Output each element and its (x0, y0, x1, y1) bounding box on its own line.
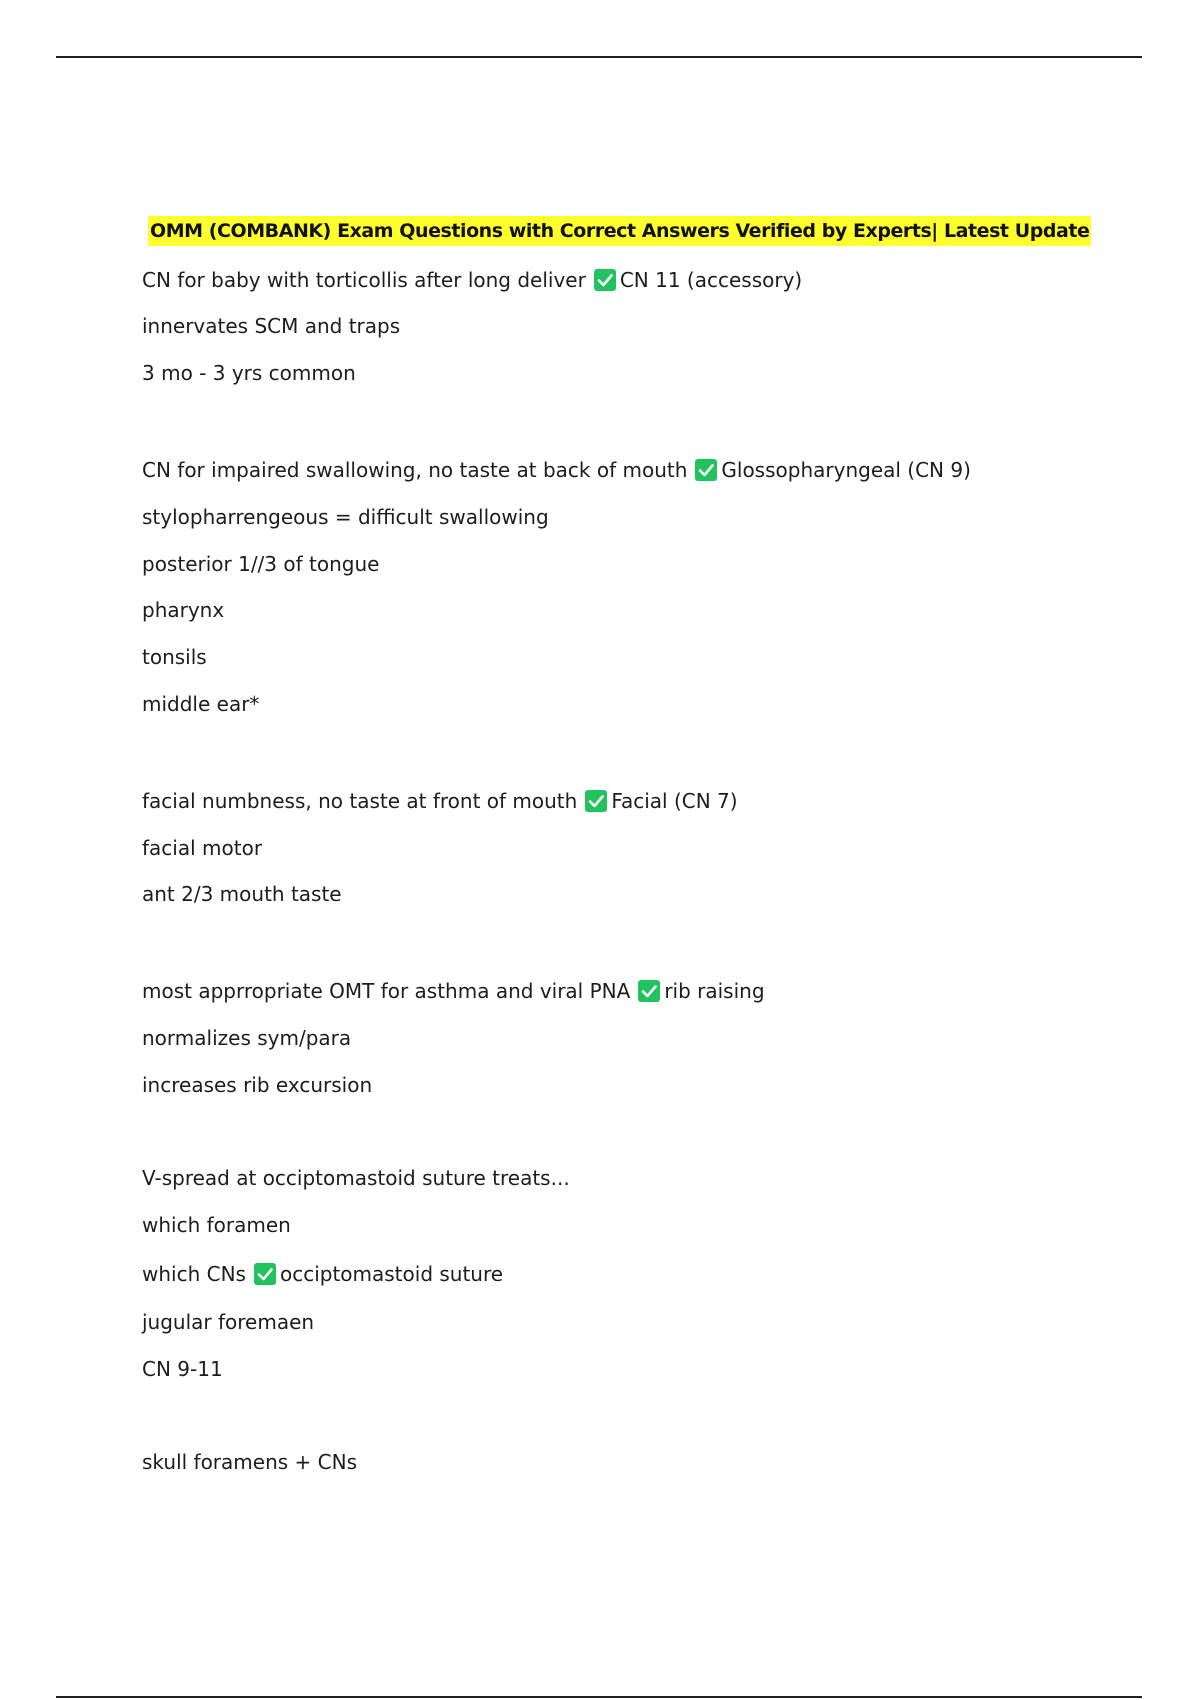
answer-text: occiptomastoid suture (279, 1262, 504, 1286)
title-container (148, 216, 1090, 246)
question-text: CN for impaired swallowing, no taste at back of mouth (142, 458, 688, 482)
note-line: tonsils (142, 645, 207, 669)
qa-line (142, 977, 765, 1005)
document-title: OMM (COMBANK) Exam Questions with Correct Answers Verified by Experts| Latest Update (148, 216, 1091, 246)
answer-text: Glossopharyngeal (CN 9) (721, 458, 971, 482)
header-rule (56, 56, 1142, 58)
question-text: which CNs (142, 1262, 246, 1286)
answer-text: rib raising (664, 979, 765, 1003)
note-line: pharynx (142, 598, 225, 622)
qa-line (142, 787, 738, 815)
footer-rule (56, 1696, 1142, 1698)
answer-text: Facial (CN 7) (611, 789, 738, 813)
note-line: CN 9-11 (142, 1357, 223, 1381)
note-line: normalizes sym/para (142, 1026, 352, 1050)
note-line: V-spread at occiptomastoid suture treats... (142, 1166, 570, 1190)
question-text: facial numbness, no taste at front of mouth (142, 789, 578, 813)
question-text: CN for baby with torticollis after long deliver (142, 268, 586, 292)
answer-text: CN 11 (accessory) (619, 268, 803, 292)
note-line: ant 2/3 mouth taste (142, 882, 342, 906)
check-mark-icon (254, 1263, 276, 1285)
note-line: jugular foremaen (142, 1310, 315, 1334)
qa-line (142, 1260, 503, 1288)
qa-line (142, 266, 802, 294)
note-line: which foramen (142, 1213, 291, 1237)
note-line: 3 mo - 3 yrs common (142, 361, 356, 385)
check-mark-icon (585, 790, 607, 812)
note-line: posterior 1//3 of tongue (142, 552, 380, 576)
note-line: increases rib excursion (142, 1073, 373, 1097)
note-line: innervates SCM and traps (142, 314, 401, 338)
note-line: facial motor (142, 836, 263, 860)
check-mark-icon (638, 980, 660, 1002)
note-line: skull foramens + CNs (142, 1450, 357, 1474)
note-line: stylopharrengeous = difficult swallowing (142, 505, 549, 529)
check-mark-icon (594, 269, 616, 291)
qa-line (142, 456, 971, 484)
check-mark-icon (695, 459, 717, 481)
note-line: middle ear* (142, 692, 260, 716)
question-text: most apprropriate OMT for asthma and viral PNA (142, 979, 631, 1003)
